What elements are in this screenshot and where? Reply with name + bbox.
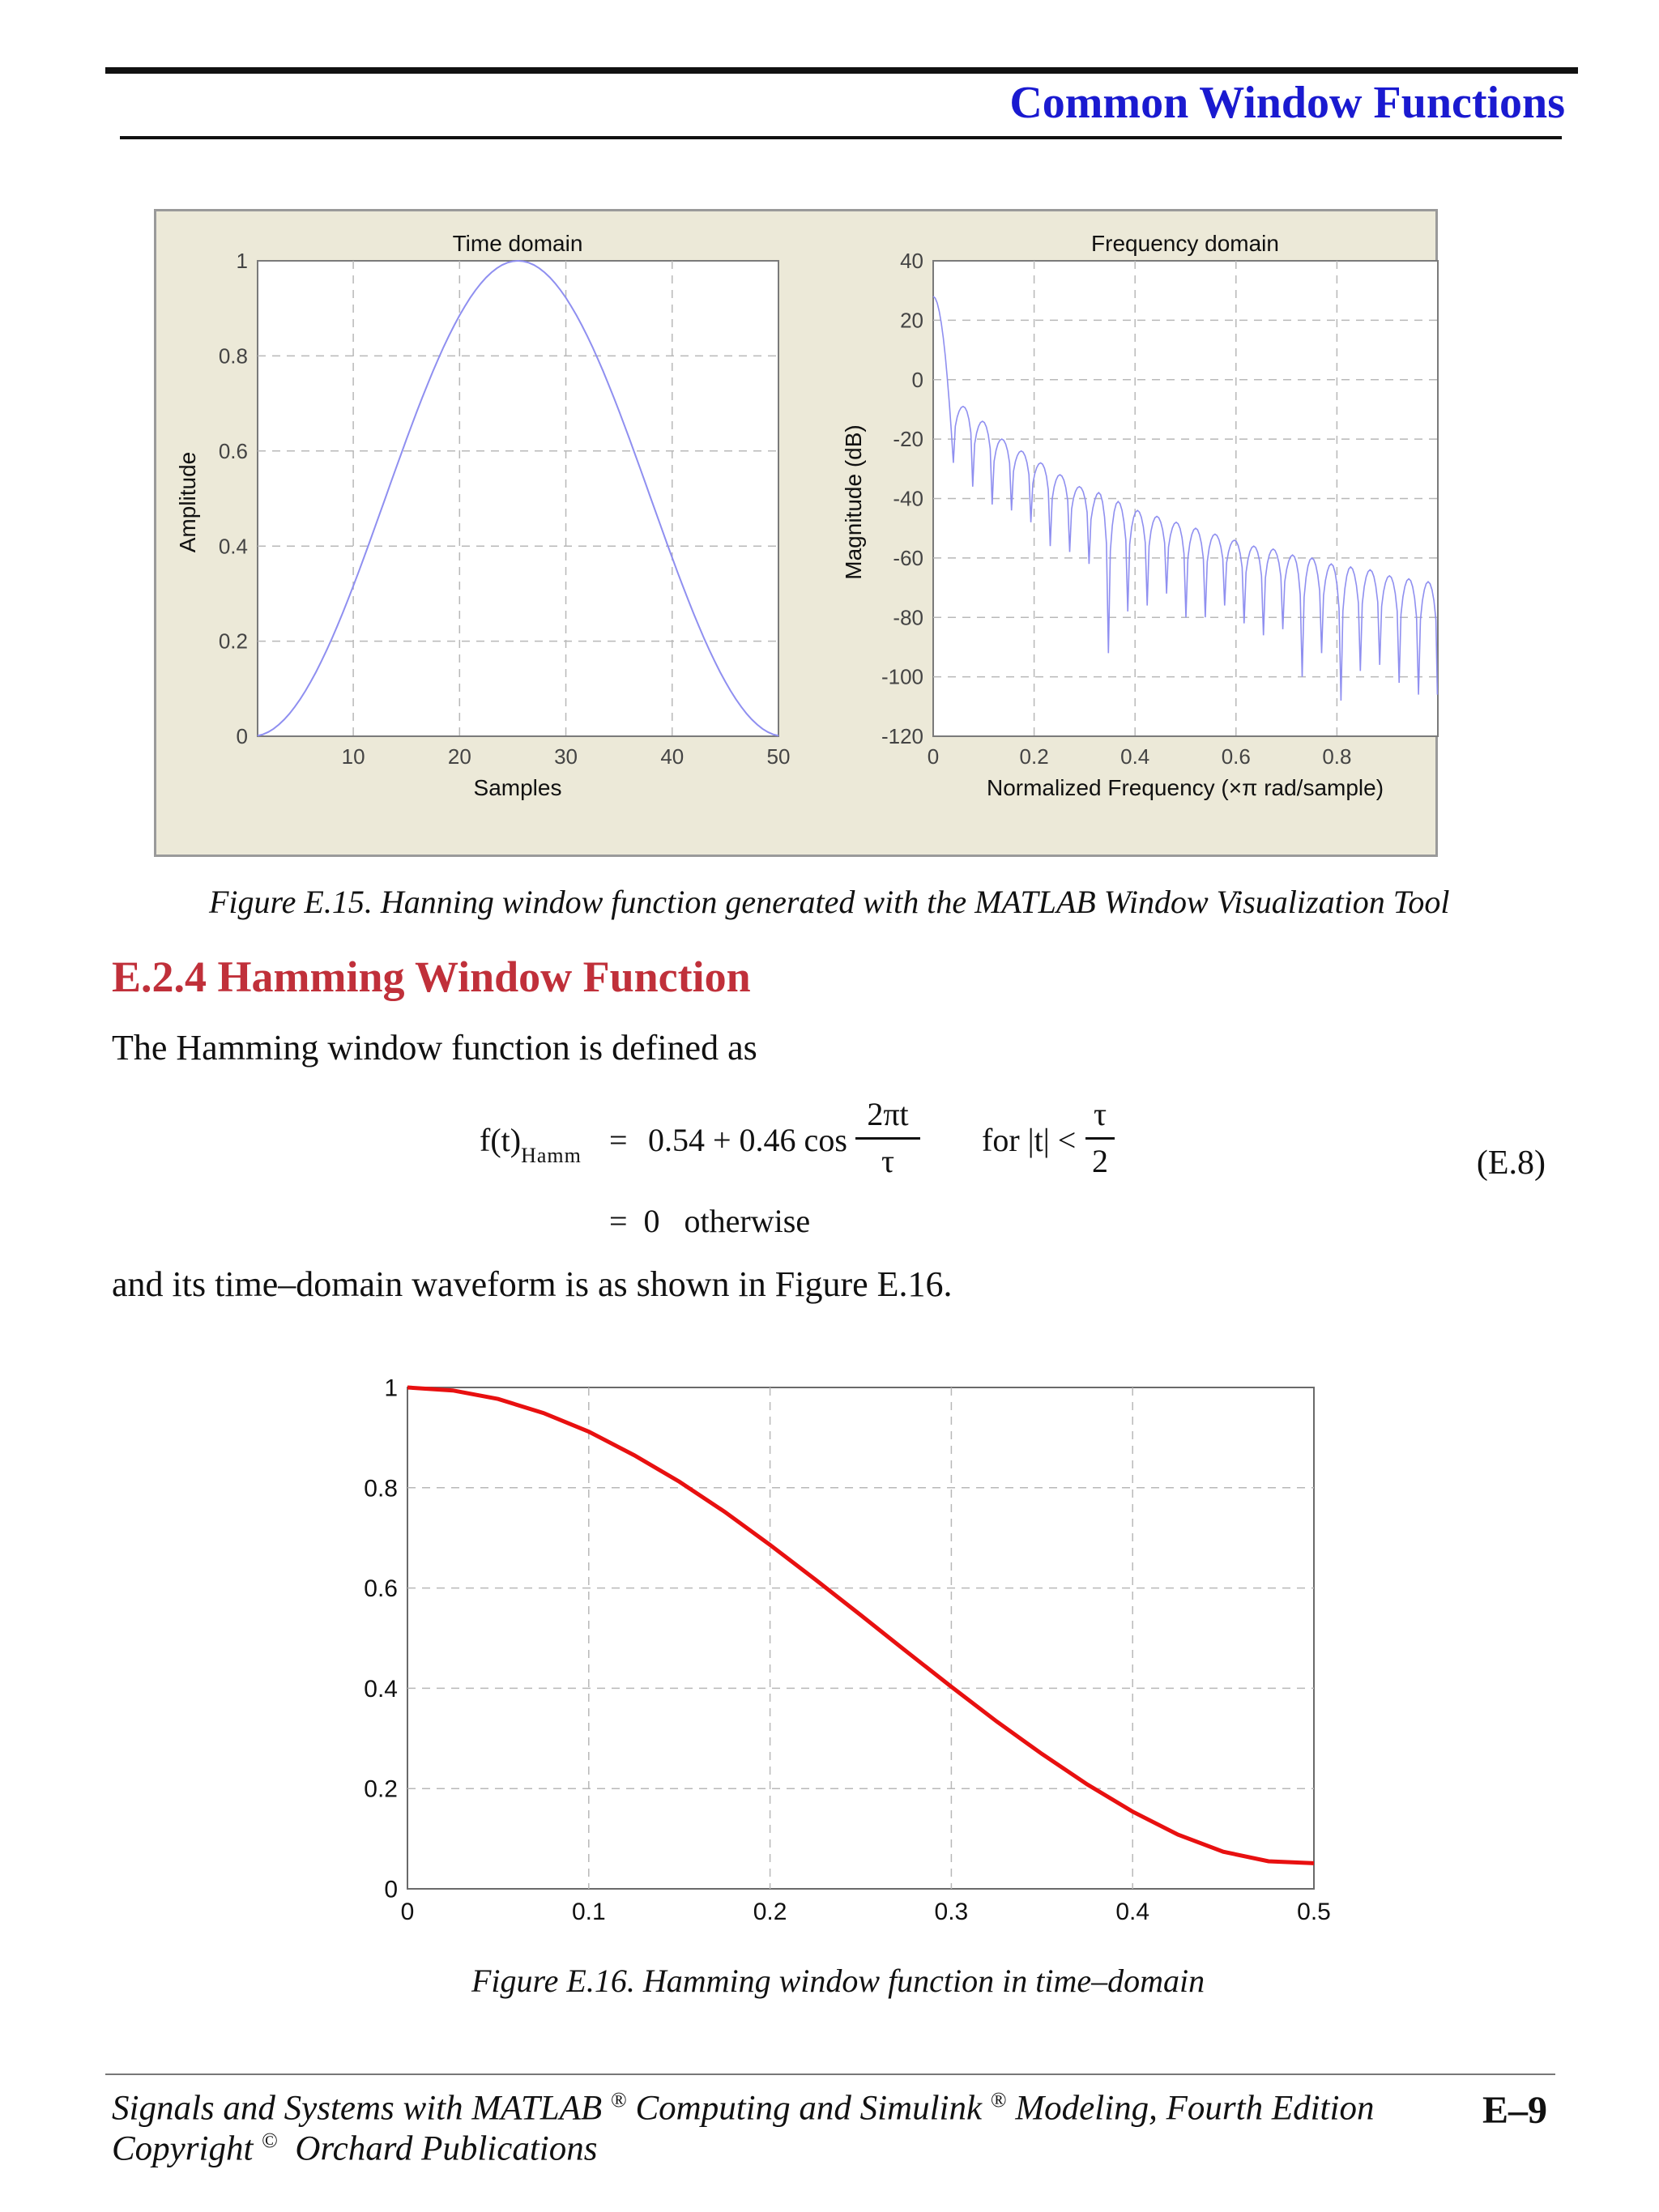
freq-x-tick-label: 0.2 [1019,744,1049,769]
equation-equals: = [609,1122,628,1158]
time-x-tick-label: 20 [447,744,471,769]
running-title: Common Window Functions [1009,78,1565,128]
freq-y-tick-label: -100 [881,664,923,689]
freq-y-tick-label: 0 [911,367,923,392]
section-heading: E.2.4 Hamming Window Function [112,953,751,1001]
time-y-tick-label: 0.2 [218,629,248,654]
equation-fraction-numerator: 2πt [867,1096,909,1132]
footer-book-title: Signals and Systems with MATLAB [112,2089,603,2128]
hamming-x-tick-label: 0.4 [1115,1899,1150,1925]
hamming-grid [407,1387,1314,1889]
freq-x-tick-label: 0 [927,744,940,769]
time-plot-ylabel: Amplitude [175,451,200,553]
hamming-y-tick-label: 0 [384,1876,398,1903]
condition-fraction-denominator: 2 [1092,1143,1108,1179]
freq-y-tick-label: -20 [893,427,923,452]
hamming-x-tick-label: 0.5 [1297,1899,1331,1925]
equation-number: (E.8) [1476,1144,1546,1182]
freq-y-tick-label: -120 [881,724,923,749]
hamming-y-tick-label: 1 [384,1375,398,1402]
freq-plot-xlabel: Normalized Frequency (×π rad/sample) [986,775,1384,800]
footer-line-1 [112,2088,1374,2128]
time-plot-title: Time domain [452,231,583,256]
time-y-tick-label: 0.6 [218,438,248,463]
time-y-tick-label: 0.8 [218,343,248,369]
equation-condition: for |t| < [982,1122,1077,1158]
time-y-tick-label: 1 [236,249,248,274]
freq-y-tick-label: 40 [900,249,923,274]
hamming-x-tick-label: 0.1 [571,1899,606,1925]
freq-y-tick-label: 20 [900,308,923,333]
registered-mark-2: ® [990,2088,1007,2112]
condition-fraction-bar [1085,1137,1115,1140]
footer-copyright: Copyright [112,2129,254,2168]
footer-book-title-b: Computing and Simulink [626,2089,983,2128]
figure-e15-caption: Figure E.15. Hanning window function generated with the MATLAB Window Visualization Tool [209,884,1450,920]
hamming-x-tick-label: 0 [400,1899,415,1925]
hamming-y-tick-label: 0.2 [364,1775,398,1803]
footer-rule [105,2073,1555,2075]
equation-line2: = 0 otherwise [609,1203,811,1239]
freq-y-tick-label: -40 [893,486,923,511]
time-plot-area [258,261,778,736]
equation-fraction-bar [855,1137,920,1140]
time-x-tick-label: 10 [341,744,365,769]
hamming-y-tick-label: 0.6 [364,1575,398,1603]
after-text: and its time–domain waveform is as shown in Figure E.16. [112,1264,953,1304]
time-x-tick-label: 50 [766,744,791,769]
equation-lhs [480,1121,582,1167]
hamming-x-tick-label: 0.2 [753,1899,787,1925]
hamming-y-tick-label: 0.8 [364,1475,398,1502]
intro-text: The Hamming window function is defined as [112,1028,757,1068]
page-number: E–9 [1482,2089,1547,2132]
freq-y-tick-label: -80 [893,605,923,630]
hamming-plot-area [407,1387,1314,1889]
hamming-curve [407,1387,1314,1863]
copyright-mark: © [262,2129,278,2152]
time-x-tick-label: 40 [660,744,684,769]
time-y-tick-label: 0 [236,724,248,749]
freq-x-tick-label: 0.8 [1322,744,1352,769]
figure-e15-plots [0,0,1659,891]
hamming-ticks [364,1375,1331,1926]
equation-rhs: 0.54 + 0.46 cos [648,1122,847,1158]
footer-line-2 [112,2129,597,2168]
hamming-y-tick-label: 0.4 [364,1675,398,1703]
time-x-tick-label: 30 [554,744,578,769]
equation-lhs-symbol: f(t) [480,1122,522,1158]
freq-plot-title: Frequency domain [1091,231,1279,256]
equation-lhs-subscript: Hamm [521,1144,582,1167]
equation-fraction-denominator: τ [881,1143,895,1179]
footer-publisher: Orchard Publications [277,2129,598,2168]
footer-book-title-c: Modeling, Fourth Edition [1006,2089,1375,2128]
time-y-tick-label: 0.4 [218,534,248,559]
time-plot-xlabel: Samples [473,775,562,800]
freq-x-tick-label: 0.6 [1221,744,1251,769]
freq-y-tick-label: -60 [893,545,923,570]
freq-plot-ylabel: Magnitude (dB) [841,424,866,580]
registered-mark-1: ® [610,2088,627,2112]
condition-fraction-numerator: τ [1093,1096,1107,1132]
hamming-x-tick-label: 0.3 [934,1899,969,1925]
figure-e16-caption: Figure E.16. Hamming window function in time–domain [471,1963,1205,1999]
freq-x-tick-label: 0.4 [1120,744,1150,769]
